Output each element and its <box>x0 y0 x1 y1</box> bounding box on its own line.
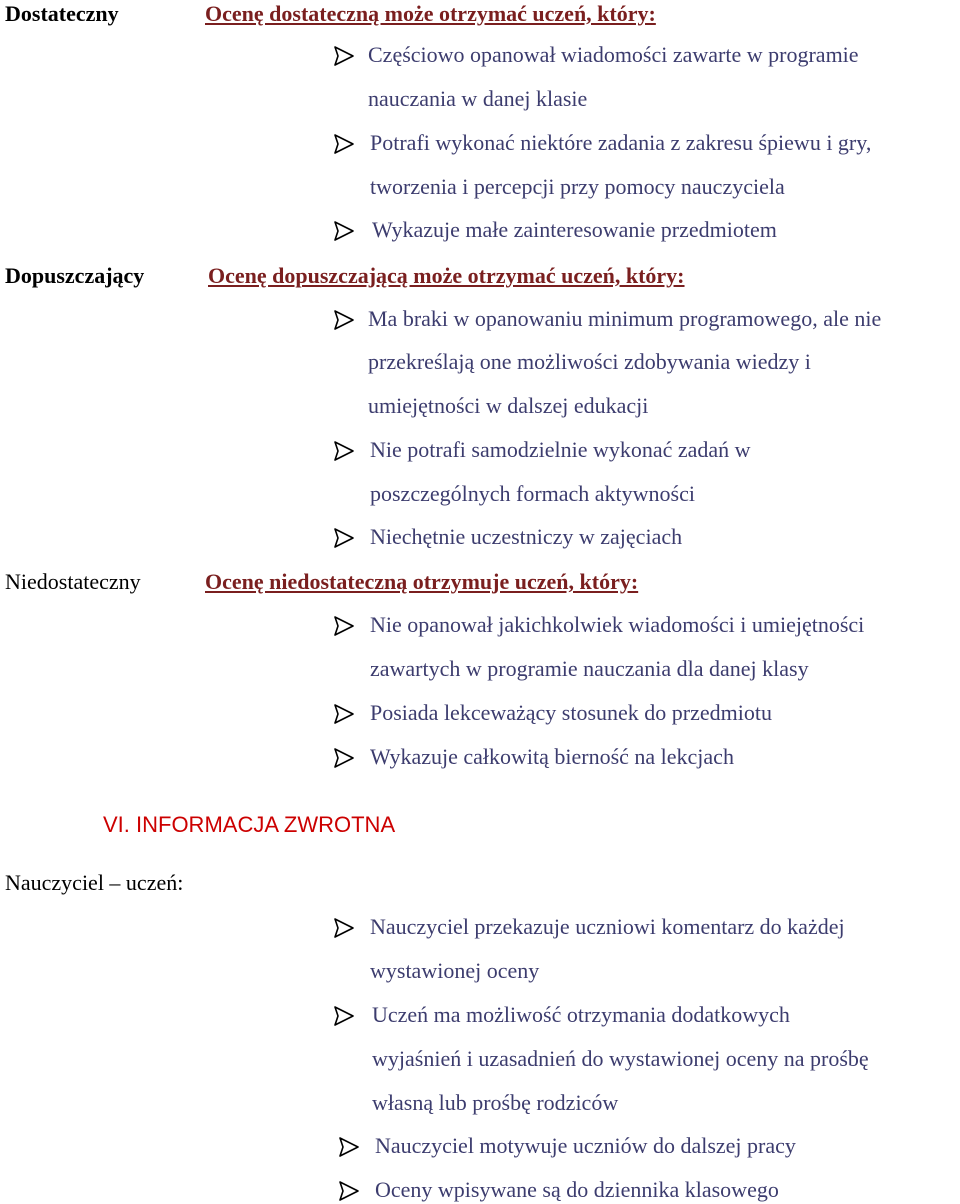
arrow-bullet-icon <box>333 527 355 549</box>
list-item-line: Nauczyciel motywuje uczniów do dalszej pracy <box>375 1133 796 1158</box>
list-item-line: Uczeń ma możliwość otrzymania dodatkowych <box>372 1002 790 1027</box>
list-item-line: nauczania w danej klasie <box>368 86 588 111</box>
list-item-line: przekreślają one możliwości zdobywania wiedzy i <box>368 349 811 374</box>
grade-name: Niedostateczny <box>5 569 141 594</box>
arrow-bullet-icon <box>333 133 355 155</box>
list-item-line: poszczególnych formach aktywności <box>370 481 695 506</box>
arrow-bullet-icon <box>338 1180 360 1202</box>
list-item-line: Posiada lekceważący stosunek do przedmiotu <box>370 700 772 725</box>
list-item-line: Potrafi wykonać niektóre zadania z zakresu śpiewu i gry, <box>370 130 872 155</box>
list-item-line: Oceny wpisywane są do dziennika klasowego <box>375 1177 779 1202</box>
grade-heading: Ocenę dostateczną może otrzymać uczeń, który: <box>205 1 656 26</box>
list-item-line: Nie potrafi samodzielnie wykonać zadań w <box>370 437 751 462</box>
arrow-bullet-icon <box>333 747 355 769</box>
list-item-line: umiejętności w dalszej edukacji <box>368 393 649 418</box>
arrow-bullet-icon <box>338 1136 360 1158</box>
list-item-line: wystawionej oceny <box>370 958 540 983</box>
list-item-line: Nauczyciel przekazuje uczniowi komentarz do każdej <box>370 914 845 939</box>
section-label: Nauczyciel – uczeń: <box>5 870 184 895</box>
arrow-bullet-icon <box>333 309 355 331</box>
arrow-bullet-icon <box>333 220 355 242</box>
arrow-bullet-icon <box>333 615 355 637</box>
list-item-line: zawartych w programie nauczania dla danej klasy <box>370 656 809 681</box>
list-item-line: własną lub prośbę rodziców <box>372 1090 619 1115</box>
list-item-line: tworzenia i percepcji przy pomocy nauczyciela <box>370 174 785 199</box>
list-item-line: wyjaśnień i uzasadnień do wystawionej oceny na prośbę <box>372 1046 869 1071</box>
section-title: VI. INFORMACJA ZWROTNA <box>103 812 396 837</box>
grade-name: Dopuszczający <box>5 263 145 288</box>
arrow-bullet-icon <box>333 45 355 67</box>
list-item-line: Ma braki w opanowaniu minimum programowego, ale nie <box>368 306 882 331</box>
grade-name: Dostateczny <box>5 1 119 26</box>
arrow-bullet-icon <box>333 1005 355 1027</box>
arrow-bullet-icon <box>333 917 355 939</box>
list-item-line: Częściowo opanował wiadomości zawarte w programie <box>368 42 859 67</box>
list-item-line: Nie opanował jakichkolwiek wiadomości i umiejętności <box>370 612 865 637</box>
list-item-line: Wykazuje małe zainteresowanie przedmiotem <box>372 217 777 242</box>
grade-heading: Ocenę niedostateczną otrzymuje uczeń, który: <box>205 569 639 594</box>
grade-heading: Ocenę dopuszczającą może otrzymać uczeń, który: <box>208 263 685 288</box>
list-item-line: Wykazuje całkowitą bierność na lekcjach <box>370 744 734 769</box>
arrow-bullet-icon <box>333 440 355 462</box>
list-item-line: Niechętnie uczestniczy w zajęciach <box>370 524 683 549</box>
arrow-bullet-icon <box>333 703 355 725</box>
